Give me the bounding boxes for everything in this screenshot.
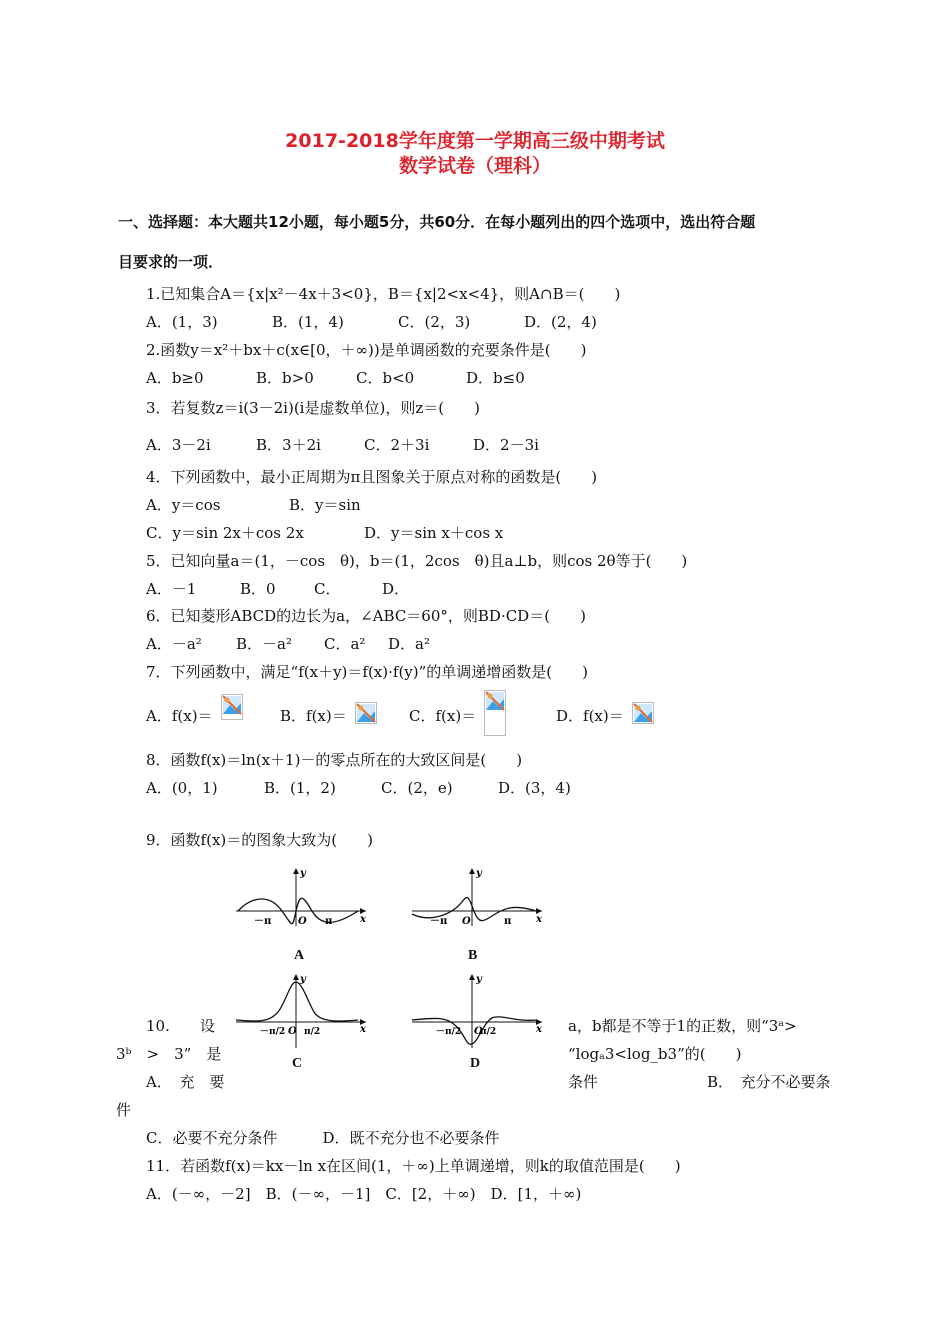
q4-option-a: A．y＝cos [146,496,221,514]
section-header: 一、选择题：本大题共12小题，每小题5分，共60分．在每小题列出的四个选项中，选出符合题 [118,213,756,231]
y-axis-label: y [300,974,306,985]
origin-label: O [288,1026,297,1037]
q7-option-d: D．f(x)＝ [556,707,624,725]
question-8-stem: 8．函数f(x)＝ln(x＋1)－的零点所在的大致区间是( ) [146,751,523,769]
q10-option-a: A． 充 要 [146,1073,225,1091]
question-5-stem: 5．已知向量a＝(1，－cos θ)，b＝(1，2cos θ)且a⊥b，则cos 2θ等于( ) [146,552,688,570]
broken-image-icon [355,702,377,724]
graph-b [408,866,548,928]
question-3-stem: 3．若复数z＝i(3－2i)(i是虚数单位)，则z＝( ) [146,399,480,417]
y-axis-label: y [476,974,482,985]
question-10-line2-left: 3ᵇ > 3” 是 [116,1045,222,1063]
q3-option-d: D．2－3i [473,436,539,454]
q2-option-d: D．b≤0 [466,369,525,387]
origin-label: O [462,916,471,927]
q4-option-c: C．y＝sin 2x＋cos 2x [146,524,304,542]
graph-d [408,972,548,1052]
section-header-cont: 目要求的一项． [118,253,224,271]
x-axis-label: x [360,1024,366,1035]
tick-neg-half-pi: －π/2 [436,1027,462,1037]
q6-option-b: B．－a² [236,635,292,653]
q2-option-c: C．b<0 [356,369,415,387]
q10-wrap: 件 [116,1101,132,1119]
q1-option-a: A．(1，3) [146,313,218,331]
graph-a [232,866,372,928]
x-axis-label: x [536,914,542,925]
tick-neg-pi: －π [430,916,448,927]
q3-option-a: A．3－2i [146,436,211,454]
y-axis-label: y [300,868,306,879]
question-10-prefix: 10. 设 [146,1017,215,1035]
page-subtitle: 数学试卷（理科） [398,155,551,177]
tick-half-pi: π/2 [480,1027,497,1037]
q6-option-d: D．a² [388,635,430,653]
broken-image-icon [484,690,506,736]
q5-option-b: B．0 [240,580,276,598]
question-11-stem: 11．若函数f(x)＝kx－ln x在区间(1，＋∞)上单调递增，则k的取值范围是( ) [146,1157,681,1175]
question-2-stem: 2.函数y＝x²＋bx＋c(x∈[0，＋∞))是单调函数的充要条件是( ) [146,341,587,359]
tick-half-pi: π/2 [304,1027,321,1037]
graph-c [232,972,372,1052]
q5-option-d: D． [382,580,410,598]
q3-option-c: C．2＋3i [364,436,430,454]
question-10-right: a，b都是不等于1的正数，则“3ᵃ> [568,1017,797,1035]
q8-option-b: B．(1，2) [264,779,336,797]
q6-option-a: A．－a² [146,635,202,653]
tick-pi: π [504,916,512,927]
q8-option-c: C．(2，e) [381,779,453,797]
question-6-stem: 6．已知菱形ABCD的边长为a，∠ABC＝60°，则BD·CD＝( ) [146,607,586,625]
q1-option-b: B．(1，4) [272,313,344,331]
broken-image-icon [632,702,654,724]
question-1-stem: 1.已知集合A＝{x|x²－4x＋3<0}，B＝{x|2<x<4}，则A∩B＝( ) [146,285,621,303]
graph-label-d: D [470,1056,481,1071]
q8-option-a: A．(0，1) [146,779,218,797]
q3-option-b: B．3＋2i [256,436,321,454]
q6-option-c: C．a² [324,635,366,653]
tick-neg-pi: －π [254,916,272,927]
question-4-stem: 4．下列函数中，最小正周期为π且图象关于原点对称的函数是( ) [146,468,598,486]
question-10-line2-right: “logₐ3<log_b3”的( ) [568,1045,742,1063]
q5-option-a: A．－1 [146,580,197,598]
tick-pi: π [325,916,333,927]
graph-label-b: B [468,948,478,963]
q4-option-d: D．y＝sin x＋cos x [364,524,504,542]
q1-option-c: C．(2，3) [398,313,471,331]
q5-option-c: C． [314,580,341,598]
q10-option-b: B． 充分不必要条 [707,1073,831,1091]
origin-label: O [474,1026,483,1037]
graph-label-c: C [292,1056,303,1071]
page-title: 2017-2018学年度第一学期高三级中期考试 [285,130,665,152]
origin-label: O [298,916,307,927]
q8-option-d: D．(3，4) [498,779,571,797]
question-9-stem: 9．函数f(x)＝的图象大致为( ) [146,831,373,849]
q1-option-d: D．(2，4) [524,313,597,331]
q2-option-a: A．b≥0 [146,369,204,387]
q4-option-b: B．y＝sin [289,496,361,514]
broken-image-icon [221,694,243,720]
x-axis-label: x [360,914,366,925]
question-7-stem: 7．下列函数中，满足“f(x＋y)＝f(x)·f(y)”的单调递增函数是( ) [146,663,588,681]
tick-neg-half-pi: －π/2 [260,1027,286,1037]
q10-option-a-tail: 条件 [568,1073,599,1091]
q7-option-c: C．f(x)＝ [409,707,477,725]
q10-options-cd: C．必要不充分条件 D．既不充分也不必要条件 [146,1129,500,1147]
q11-options: A．(－∞，－2] B．(－∞，－1] C．[2，＋∞) D．[1，＋∞) [146,1185,582,1203]
x-axis-label: x [536,1024,542,1035]
q7-option-a: A．f(x)＝ [146,707,213,725]
graph-label-a: A [294,948,305,963]
y-axis-label: y [476,868,482,879]
q7-option-b: B．f(x)＝ [280,707,347,725]
q2-option-b: B．b>0 [256,369,314,387]
